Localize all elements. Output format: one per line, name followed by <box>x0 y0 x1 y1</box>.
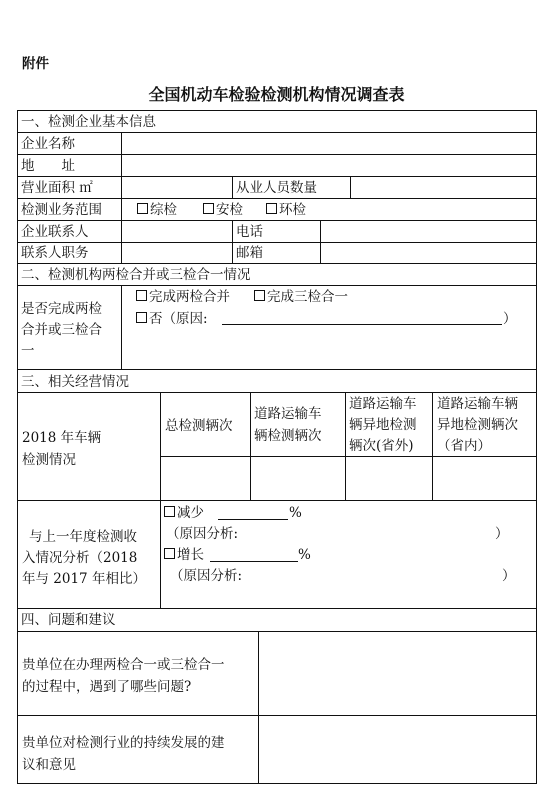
col-divider <box>232 220 233 264</box>
row-divider <box>17 500 537 501</box>
checkbox-icon[interactable] <box>164 506 175 517</box>
email-label: 邮箱 <box>236 245 263 261</box>
col-offsite-out-line1: 道路运输车 <box>349 396 417 412</box>
option-increase[interactable]: 增长 <box>164 545 204 565</box>
row-divider <box>17 242 537 243</box>
compare-label-line3: 年与 2017 年相比） <box>22 571 146 587</box>
row-divider <box>17 263 537 264</box>
row-divider <box>17 392 537 393</box>
decrease-blank-line[interactable] <box>218 519 288 520</box>
col-divider <box>432 392 433 500</box>
col-offsite-out-line3: 辆次(省外) <box>349 438 414 454</box>
checkbox-icon[interactable] <box>136 290 147 301</box>
row-divider <box>17 154 537 155</box>
col-total-inspections: 总检测辆次 <box>165 418 233 434</box>
col-road-line1: 道路运输车 <box>254 406 322 422</box>
contact-title-label: 联系人职务 <box>21 245 89 261</box>
col-divider <box>258 631 259 784</box>
area-label: 营业面积 ㎡ <box>21 180 93 196</box>
section-heading-merger: 二、检测机构两检合并或三检合一情况 <box>21 267 251 283</box>
option-three-in-one[interactable]: 完成三检合一 <box>254 287 348 307</box>
checkbox-icon[interactable] <box>254 290 265 301</box>
merger-question-line1: 是否完成两检 <box>21 301 102 317</box>
question-problems-line2: 的过程中，遇到了哪些问题? <box>22 679 192 695</box>
row-divider <box>17 285 537 286</box>
form-title: 全国机动车检验检测机构情况调查表 <box>148 85 405 104</box>
row-divider <box>17 715 537 716</box>
col-divider <box>160 392 161 608</box>
col-divider <box>121 285 122 369</box>
business-scope-label: 检测业务范围 <box>21 202 102 218</box>
row-divider <box>17 132 537 133</box>
row-divider <box>17 198 537 199</box>
question-suggestions-line1: 贵单位对检测行业的持续发展的建 <box>22 735 225 751</box>
option-no[interactable]: 否（原因: <box>136 309 208 329</box>
col-offsite-in-line2: 异地检测辆次 <box>437 417 518 433</box>
contact-label: 企业联系人 <box>21 224 89 240</box>
row-divider <box>17 608 537 609</box>
row-divider <box>160 456 537 457</box>
merger-question-line3: 一 <box>21 343 35 359</box>
col-divider <box>232 176 233 198</box>
close-paren: ） <box>503 311 517 327</box>
scope-option-comprehensive[interactable]: 综检 <box>137 200 177 220</box>
staff-count-label: 从业人员数量 <box>236 180 317 196</box>
question-problems-line1: 贵单位在办理两检合一或三检合一 <box>22 657 225 673</box>
address-label: 地 址 <box>21 158 75 174</box>
question-suggestions-line2: 议和意见 <box>22 757 76 773</box>
compare-label-line2: 入情况分析（2018 <box>22 550 138 566</box>
reason-blank-line[interactable] <box>222 324 502 325</box>
attachment-label: 附件 <box>22 56 49 72</box>
col-offsite-in-line1: 道路运输车辆 <box>437 396 518 412</box>
scope-option-emission[interactable]: 环检 <box>266 200 306 220</box>
col-offsite-out-line2: 辆异地检测 <box>349 417 417 433</box>
col-road-line2: 辆检测辆次 <box>254 428 322 444</box>
col-divider <box>320 220 321 264</box>
row-divider <box>17 631 537 632</box>
percent-sign: % <box>298 547 311 563</box>
row-label-2018-line1: 2018 年车辆 <box>22 430 102 446</box>
col-divider <box>121 132 122 264</box>
checkbox-icon[interactable] <box>136 312 147 323</box>
row-label-2018-line2: 检测情况 <box>22 452 76 468</box>
section-heading-issues: 四、问题和建议 <box>21 612 116 628</box>
checkbox-icon[interactable] <box>164 548 175 559</box>
section-heading-basic-info: 一、检测企业基本信息 <box>21 114 156 130</box>
option-two-in-one[interactable]: 完成两检合并 <box>136 287 230 307</box>
close-paren: ） <box>502 568 516 584</box>
scope-option-safety[interactable]: 安检 <box>203 200 243 220</box>
col-divider <box>350 176 351 198</box>
percent-sign: % <box>289 505 302 521</box>
col-divider <box>345 392 346 500</box>
phone-label: 电话 <box>236 224 263 240</box>
compare-label-line1: 与上一年度检测收 <box>29 529 137 545</box>
checkbox-icon[interactable] <box>203 203 214 214</box>
checkbox-icon[interactable] <box>137 203 148 214</box>
col-divider <box>250 392 251 500</box>
merger-question-line2: 合并或三检合 <box>21 322 102 338</box>
reason-label: （原因分析: <box>166 526 239 542</box>
row-divider <box>17 176 537 177</box>
section-heading-operations: 三、相关经营情况 <box>21 374 129 390</box>
row-divider <box>17 220 537 221</box>
row-divider <box>17 369 537 370</box>
option-decrease[interactable]: 减少 <box>164 503 204 523</box>
reason-label: （原因分析: <box>170 568 243 584</box>
close-paren: ） <box>495 526 509 542</box>
checkbox-icon[interactable] <box>266 203 277 214</box>
increase-blank-line[interactable] <box>210 561 298 562</box>
col-offsite-in-line3: （省内） <box>437 438 491 454</box>
company-name-label: 企业名称 <box>21 136 75 152</box>
